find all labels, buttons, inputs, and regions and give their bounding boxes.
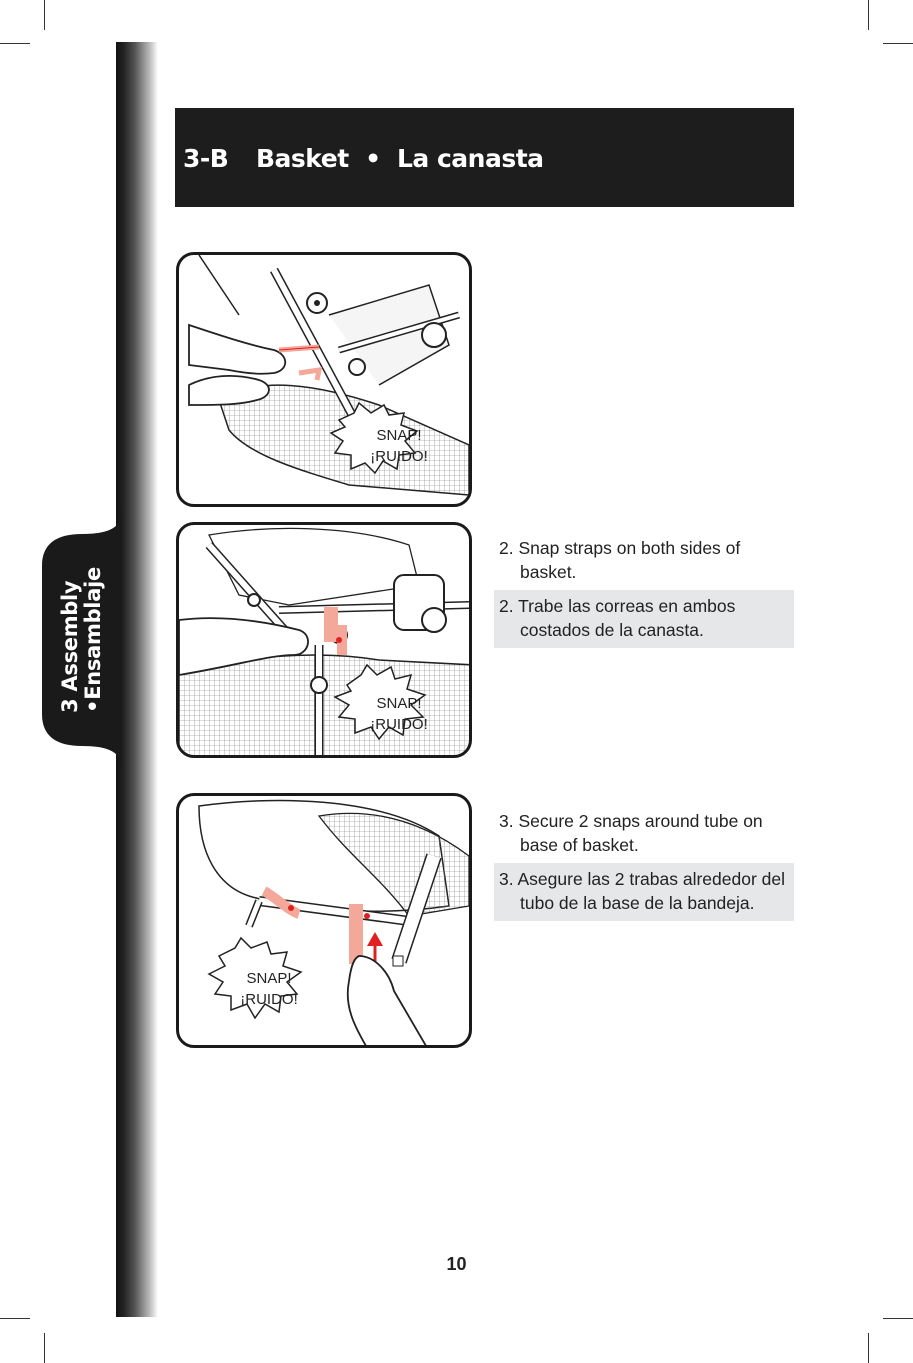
section-code: 3-B xyxy=(183,144,229,173)
snap-callout-es: ¡RUIDO! xyxy=(240,991,298,1008)
snap-callout-es: ¡RUIDO! xyxy=(370,716,428,733)
chapter-tab-title: 3 Assembly xyxy=(58,580,82,713)
step-2-instruction-es: 2. Trabe las correas en ambos costados de la canasta. xyxy=(499,596,736,640)
snap-callout xyxy=(359,425,439,467)
chapter-tab-subtitle: •Ensamblaje xyxy=(81,567,105,713)
illustration-panel-2 xyxy=(176,522,472,758)
illustration-panel-3 xyxy=(176,793,472,1048)
snap-callout-en: SNAP! xyxy=(376,427,422,444)
snap-callout-en: SNAP! xyxy=(246,970,292,987)
section-title: Basket • La canasta xyxy=(256,144,544,173)
basket-attach-illustration xyxy=(179,255,472,507)
illustration-panel-1 xyxy=(176,252,472,507)
crop-mark xyxy=(883,43,913,44)
secure-snaps-illustration xyxy=(179,796,472,1048)
crop-mark xyxy=(0,43,30,44)
step-2-instruction-en: 2. Snap straps on both sides of basket. xyxy=(499,538,741,582)
step-3 xyxy=(494,805,794,921)
snap-callout-es: ¡RUIDO! xyxy=(370,448,428,465)
step-2 xyxy=(494,532,794,648)
crop-mark xyxy=(868,1333,869,1363)
crop-mark xyxy=(44,0,45,30)
step-3-instruction-es: 3. Asegure las 2 trabas alrededor del tubo de la base de la bandeja. xyxy=(499,869,786,913)
crop-mark xyxy=(0,1318,30,1319)
crop-mark xyxy=(44,1333,45,1363)
chapter-sidebar-bar xyxy=(116,42,158,1317)
step-3-instruction-en: 3. Secure 2 snaps around tube on base of basket. xyxy=(499,811,763,855)
chapter-tab xyxy=(42,510,122,770)
page-number: 10 xyxy=(446,1254,467,1274)
crop-mark xyxy=(883,1318,913,1319)
snap-callout xyxy=(229,968,309,1010)
section-header xyxy=(175,108,794,207)
snap-callout-en: SNAP! xyxy=(376,695,422,712)
crop-mark xyxy=(868,0,869,30)
snap-callout xyxy=(359,693,439,735)
